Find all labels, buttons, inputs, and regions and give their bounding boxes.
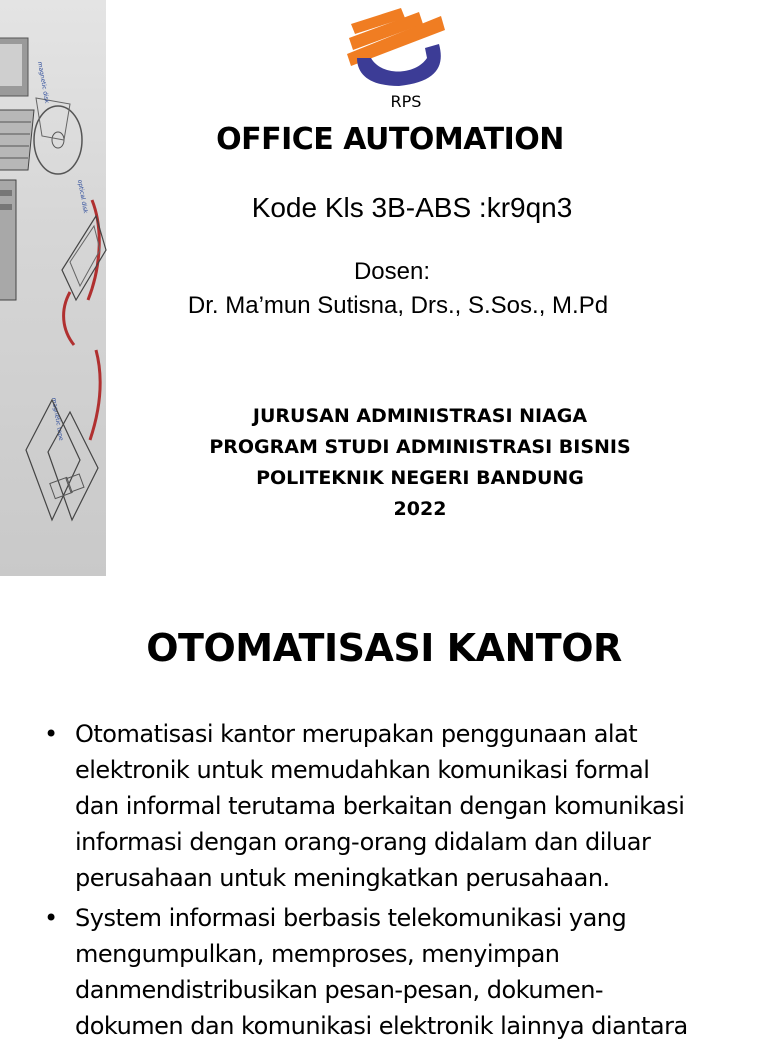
- year: 2022: [393, 498, 447, 520]
- bullet-icon: •: [44, 720, 58, 748]
- bullet-list: [40, 716, 730, 1048]
- course-title: OFFICE AUTOMATION: [216, 122, 564, 157]
- content-slide: [0, 576, 768, 1040]
- bullet-item: [40, 900, 730, 1044]
- bullet-icon: •: [44, 904, 58, 932]
- slide-title: OTOMATISASI KANTOR: [146, 626, 622, 670]
- bullet-line: informasi dengan orang-orang didalam dan diluar: [75, 828, 651, 856]
- institution-name: POLITEKNIK NEGERI BANDUNG: [256, 467, 584, 489]
- lecturer-label: Dosen:: [353, 258, 431, 285]
- lecturer-name: Dr. Ma’mun Sutisna, Drs., S.Sos., M.Pd: [187, 292, 609, 319]
- svg-text:magnetic disk: magnetic disk: [36, 61, 51, 104]
- svg-text:optical disk: optical disk: [76, 179, 89, 214]
- bullet-line: perusahaan untuk meningkatkan perusahaan.: [75, 864, 610, 892]
- rps-logo-image: [341, 4, 457, 96]
- bullet-line: danmendistribusikan pesan-pesan, dokumen-: [75, 976, 604, 1004]
- bullet-line: dokumen dan komunikasi elektronik lainnya diantara: [75, 1012, 688, 1040]
- computer-diagram-image: [0, 0, 106, 576]
- class-code: Kode Kls 3B-ABS :kr9qn3: [251, 192, 573, 223]
- bullet-line: elektronik untuk memudahkan komunikasi formal: [75, 756, 650, 784]
- bullet-line: mengumpulkan, memproses, menyimpan: [75, 940, 560, 968]
- bullet-line: dan informal terutama berkaitan dengan komunikasi: [75, 792, 685, 820]
- logo-caption: RPS: [390, 92, 422, 111]
- program-name: PROGRAM STUDI ADMINISTRASI BISNIS: [209, 436, 631, 458]
- bullet-line: System informasi berbasis telekomunikasi yang: [75, 904, 627, 932]
- department-name: JURUSAN ADMINISTRASI NIAGA: [252, 405, 588, 427]
- svg-text:magnetic tape: magnetic tape: [50, 397, 65, 442]
- bullet-line: Otomatisasi kantor merupakan penggunaan alat: [75, 720, 638, 748]
- bullet-item: [40, 716, 730, 896]
